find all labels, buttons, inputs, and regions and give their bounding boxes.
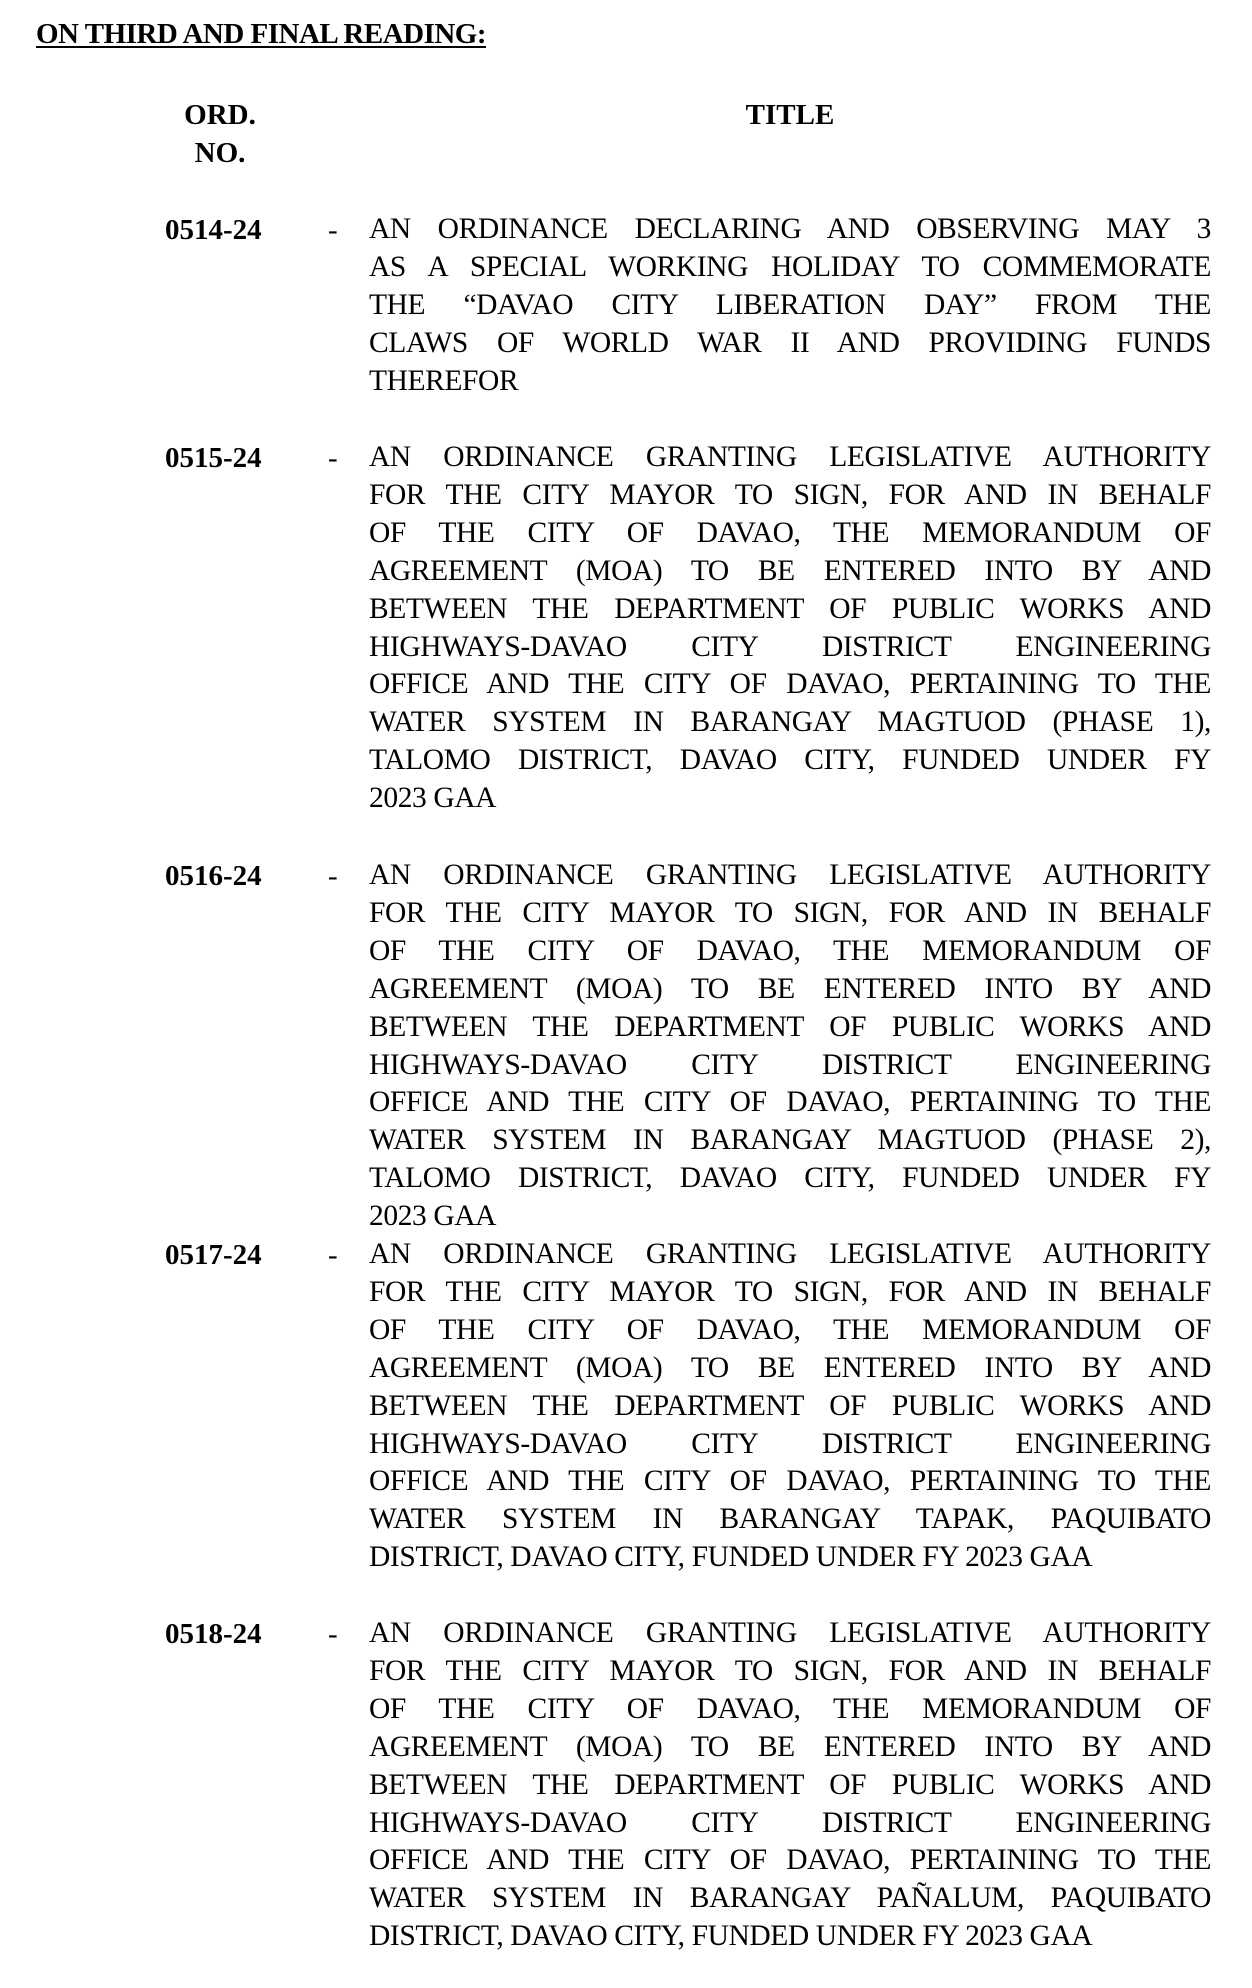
title-line: OF THE CITY OF DAVAO, THE MEMORANDUM OF: [369, 1692, 1211, 1725]
title-line: AN ORDINANCE GRANTING LEGISLATIVE AUTHORITY: [369, 1238, 1211, 1270]
title-line: AN ORDINANCE DECLARING AND OBSERVING MAY 3: [369, 213, 1211, 245]
title-line: AN ORDINANCE GRANTING LEGISLATIVE AUTHORITY: [369, 859, 1211, 891]
column-header-title: TITLE: [745, 99, 835, 131]
column-header-ord-no: [150, 96, 290, 172]
ordinance-number: 0517-24: [165, 1239, 262, 1271]
title-line: THE “DAVAO CITY LIBERATION DAY” FROM THE: [369, 288, 1211, 321]
title-line: WATER SYSTEM IN BARANGAY MAGTUOD (PHASE 1),: [369, 706, 1211, 739]
title-line: OF THE CITY OF DAVAO, THE MEMORANDUM OF: [369, 1313, 1211, 1346]
section-heading: ON THIRD AND FINAL READING:: [36, 18, 487, 50]
title-line: WATER SYSTEM IN BARANGAY PAÑALUM, PAQUIBATO: [369, 1882, 1211, 1915]
separator-dash: -: [328, 214, 338, 246]
column-header-ord-line2: NO.: [194, 137, 246, 169]
title-line: OFFICE AND THE CITY OF DAVAO, PERTAINING TO THE: [369, 1086, 1211, 1119]
title-line: BETWEEN THE DEPARTMENT OF PUBLIC WORKS AND: [369, 1010, 1211, 1043]
title-line: OF THE CITY OF DAVAO, THE MEMORANDUM OF: [369, 934, 1211, 967]
ordinance-title: [369, 1236, 1211, 1577]
title-line: AS A SPECIAL WORKING HOLIDAY TO COMMEMORATE: [369, 250, 1211, 283]
ordinance-number: 0514-24: [165, 214, 262, 246]
separator-dash: -: [328, 442, 338, 474]
ordinance-number: 0515-24: [165, 442, 262, 474]
title-line: HIGHWAYS-DAVAO CITY DISTRICT ENGINEERING: [369, 1048, 1211, 1081]
ordinance-title: [369, 857, 1211, 1236]
separator-dash: -: [328, 1239, 338, 1271]
title-line: OF THE CITY OF DAVAO, THE MEMORANDUM OF: [369, 516, 1211, 549]
title-line: HIGHWAYS-DAVAO CITY DISTRICT ENGINEERING: [369, 630, 1211, 663]
ordinance-title: [369, 1615, 1211, 1956]
title-line: CLAWS OF WORLD WAR II AND PROVIDING FUNDS: [369, 326, 1211, 359]
separator-dash: -: [328, 860, 338, 892]
title-line: FOR THE CITY MAYOR TO SIGN, FOR AND IN BEHALF: [369, 896, 1211, 929]
ordinance-number: 0516-24: [165, 860, 262, 892]
title-line: FOR THE CITY MAYOR TO SIGN, FOR AND IN BEHALF: [369, 1275, 1211, 1308]
title-line: 2023 GAA: [369, 782, 497, 815]
title-line: BETWEEN THE DEPARTMENT OF PUBLIC WORKS AND: [369, 592, 1211, 625]
title-line: HIGHWAYS-DAVAO CITY DISTRICT ENGINEERING: [369, 1806, 1211, 1839]
title-line: AGREEMENT (MOA) TO BE ENTERED INTO BY AND: [369, 1351, 1211, 1384]
title-line: AN ORDINANCE GRANTING LEGISLATIVE AUTHORITY: [369, 1617, 1211, 1649]
title-line: WATER SYSTEM IN BARANGAY MAGTUOD (PHASE 2),: [369, 1124, 1211, 1157]
title-line: OFFICE AND THE CITY OF DAVAO, PERTAINING TO THE: [369, 1465, 1211, 1498]
separator-dash: -: [328, 1618, 338, 1650]
title-line: OFFICE AND THE CITY OF DAVAO, PERTAINING TO THE: [369, 1844, 1211, 1877]
title-line: BETWEEN THE DEPARTMENT OF PUBLIC WORKS AND: [369, 1389, 1211, 1422]
title-line: WATER SYSTEM IN BARANGAY TAPAK, PAQUIBATO: [369, 1503, 1211, 1536]
title-line: 2023 GAA: [369, 1200, 497, 1233]
ordinance-title: [369, 211, 1211, 401]
title-line: HIGHWAYS-DAVAO CITY DISTRICT ENGINEERING: [369, 1427, 1211, 1460]
title-line: AGREEMENT (MOA) TO BE ENTERED INTO BY AND: [369, 554, 1211, 587]
title-line: TALOMO DISTRICT, DAVAO CITY, FUNDED UNDER FY: [369, 1162, 1211, 1195]
title-line: AN ORDINANCE GRANTING LEGISLATIVE AUTHORITY: [369, 441, 1211, 473]
ordinance-number: 0518-24: [165, 1618, 262, 1650]
title-line: AGREEMENT (MOA) TO BE ENTERED INTO BY AND: [369, 1730, 1211, 1763]
title-line: OFFICE AND THE CITY OF DAVAO, PERTAINING TO THE: [369, 668, 1211, 701]
title-line: THEREFOR: [369, 364, 519, 397]
ordinance-title: [369, 439, 1211, 818]
title-line: FOR THE CITY MAYOR TO SIGN, FOR AND IN BEHALF: [369, 1654, 1211, 1687]
title-line: AGREEMENT (MOA) TO BE ENTERED INTO BY AND: [369, 972, 1211, 1005]
title-line: TALOMO DISTRICT, DAVAO CITY, FUNDED UNDER FY: [369, 744, 1211, 777]
column-header-ord-line1: ORD.: [184, 99, 256, 131]
title-line: DISTRICT, DAVAO CITY, FUNDED UNDER FY 2023 GAA: [369, 1541, 1093, 1574]
title-line: FOR THE CITY MAYOR TO SIGN, FOR AND IN BEHALF: [369, 478, 1211, 511]
title-line: DISTRICT, DAVAO CITY, FUNDED UNDER FY 2023 GAA: [369, 1920, 1093, 1953]
title-line: BETWEEN THE DEPARTMENT OF PUBLIC WORKS AND: [369, 1768, 1211, 1801]
